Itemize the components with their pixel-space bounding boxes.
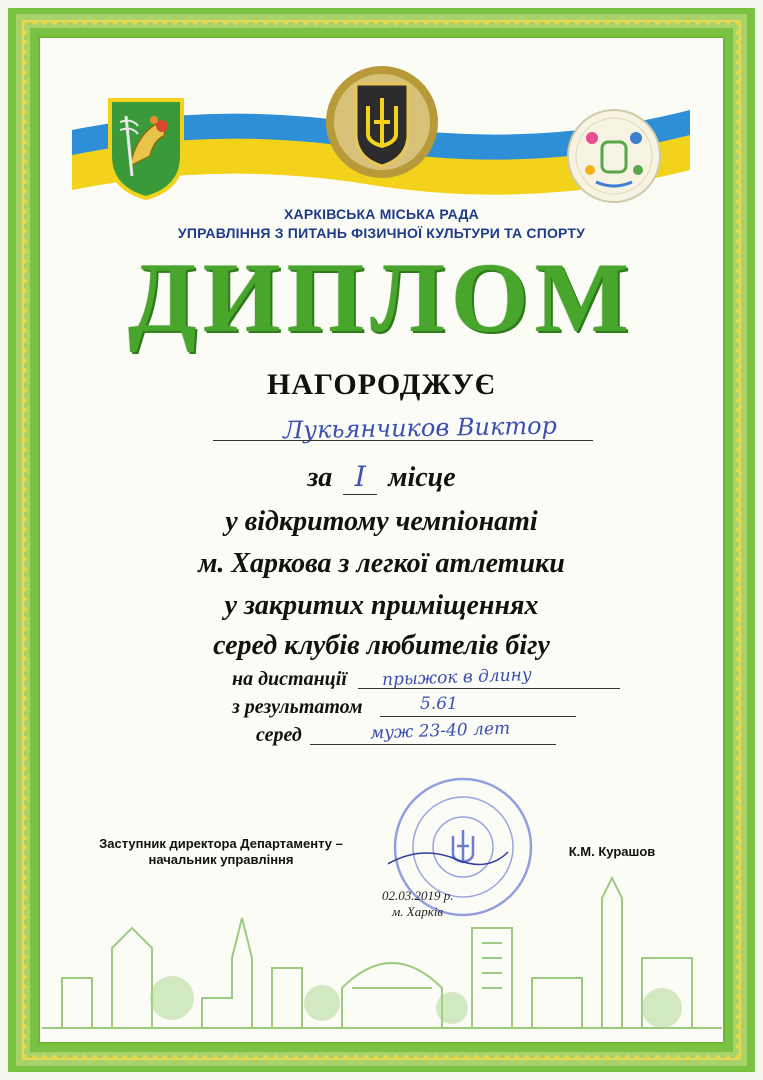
trident-emblem-icon xyxy=(322,62,442,182)
among-label: серед xyxy=(256,724,302,746)
place-suffix: місце xyxy=(388,462,456,493)
issuer-line-2: УПРАВЛІННЯ З ПИТАНЬ ФІЗИЧНОЇ КУЛЬТУРИ ТА СПОРТУ xyxy=(177,225,586,241)
award-heading: НАГОРОДЖУЄ xyxy=(267,368,496,401)
event-line-3: у закритих приміщеннях xyxy=(224,590,539,621)
recipient-underline xyxy=(213,440,593,441)
document-title: ДИПЛОМ xyxy=(127,242,636,353)
signatory-position-2: начальник управління xyxy=(148,852,294,867)
among-value: муж 23-40 лет xyxy=(369,718,511,744)
recipient-name: Лукьянчиков Виктор xyxy=(282,411,558,445)
issue-city: м. Харків xyxy=(392,904,444,919)
place-line xyxy=(0,460,763,495)
signatory-name: К.М. Курашов xyxy=(568,844,656,859)
place-prefix: за xyxy=(307,462,333,493)
signatory-position-1: Заступник директора Департаменту – xyxy=(99,836,343,851)
sports-logo-icon xyxy=(566,108,662,204)
result-label: з результатом xyxy=(232,696,363,718)
distance-value: прыжок в длину xyxy=(381,664,533,691)
event-line-4: серед клубів любителів бігу xyxy=(213,630,550,661)
place-value: I xyxy=(354,460,366,493)
among-underline xyxy=(310,744,556,745)
kharkiv-coat-of-arms-icon xyxy=(106,96,186,200)
distance-label: на дистанції xyxy=(232,668,347,690)
issuer-line-1: ХАРКІВСЬКА МІСЬКА РАДА xyxy=(283,206,479,222)
place-field xyxy=(343,460,377,495)
cityscape-illustration xyxy=(42,858,722,1043)
issue-date: 02.03.2019 р. xyxy=(382,888,454,903)
event-line-2: м. Харкова з легкої атлетики xyxy=(198,548,565,579)
result-value: 5.61 xyxy=(420,694,458,714)
event-line-1: у відкритому чемпіонаті xyxy=(225,506,538,537)
